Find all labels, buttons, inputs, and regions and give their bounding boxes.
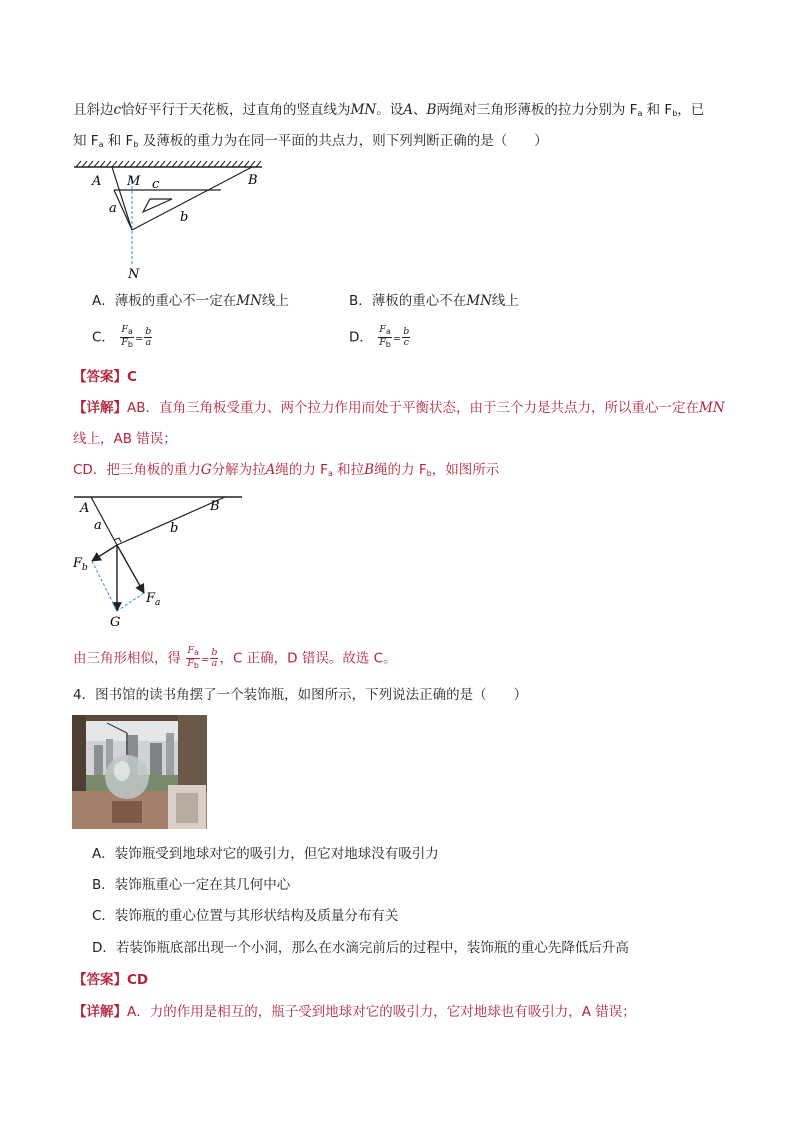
q4-option-d[interactable]: D．若装饰瓶底部出现一个小洞，那么在水滴完前后的过程中，装饰瓶的重心先降低后升高 [92, 940, 629, 956]
text: 由三角形相似，得 [73, 650, 181, 667]
fraction: $\frac{F_a}{F_b}$ [121, 324, 133, 349]
q3-detail-cd [73, 460, 499, 484]
text: 且斜边 [73, 102, 114, 118]
text: 线上，AB 错误； [73, 431, 177, 447]
q3-stem-line2 [73, 131, 548, 155]
label-M: M [127, 174, 141, 189]
text: 、 [412, 102, 427, 118]
q4-detail-a [73, 1002, 636, 1022]
text: MN [466, 293, 492, 309]
text: 和 F [103, 133, 134, 149]
text: 及薄板的重力为在同一平面的共点力，则下列判断正确的是（ ） [138, 133, 548, 149]
label-A: A [80, 501, 90, 516]
fraction: $\frac{b}{c}$ [403, 326, 410, 348]
label-Fb: $F_b$ [73, 556, 88, 573]
q3-option-a[interactable] [92, 291, 289, 311]
text: B [364, 462, 375, 478]
fraction: $\frac{b}{a}$ [145, 326, 152, 348]
q4-option-a[interactable]: A．装饰瓶受到地球对它的吸引力，但它对地球没有吸引力 [92, 846, 439, 862]
text: 【详解】 [73, 1004, 127, 1020]
text: ，已 [677, 102, 705, 118]
text: MN [350, 102, 377, 118]
q4-stem: 4．图书馆的读书角摆了一个装饰瓶，如图所示，下列说法正确的是（ ） [73, 687, 528, 703]
subscript: b [672, 109, 678, 118]
text: A．薄板的重心不一定在 [92, 293, 237, 309]
vase-photo [72, 715, 207, 829]
text: A．力的作用是相互的，瓶子受到地球对它的吸引力，它对地球也有吸引力，A 错误； [127, 1004, 636, 1020]
label-B: B [248, 173, 258, 188]
label-Fa: $F_a$ [146, 591, 161, 608]
text: 和拉 [332, 462, 365, 478]
q3-conclusion: 由三角形相似，得 $\frac{F_a}{F_b}$ = $\frac{b}{a}$ ，C 正确，D 错误。故选 C。 [73, 645, 397, 670]
text: CD．把三角板的重力 [73, 462, 201, 478]
label-a: a [94, 518, 102, 533]
text: 绳的力 F [374, 462, 427, 478]
q3-detail-ab-line1 [73, 398, 725, 418]
q3-option-b[interactable] [349, 291, 519, 311]
q3-detail-ab-line2 [73, 429, 177, 449]
q4-answer [73, 970, 148, 990]
text: ，如图所示 [431, 462, 500, 478]
subscript: a [98, 140, 104, 149]
subscript: b [133, 140, 139, 149]
text: 两绳对三角形薄板的拉力分别为 F [436, 102, 638, 118]
label-a: a [109, 201, 117, 216]
text: 知 F [73, 133, 99, 149]
text: A [265, 462, 276, 478]
q3-stem-line1 [73, 100, 704, 124]
text: 线上 [261, 293, 289, 309]
text: 绳的力 F [275, 462, 328, 478]
text: C [127, 369, 137, 385]
text: G [200, 462, 212, 478]
text: 【答案】 [73, 369, 127, 385]
text: 。设 [376, 102, 404, 118]
q3-figure-triangle [70, 160, 270, 282]
text: AB．直角三角板受重力、两个拉力作用而处于平衡状态，由于三个力是共点力，所以重心一定在 [127, 400, 699, 416]
q4-option-c[interactable]: C．装饰瓶的重心位置与其形状结构及质量分布有关 [92, 908, 399, 924]
fraction: $\frac{F_a}{F_b}$ [379, 324, 391, 349]
label-A: A [92, 174, 102, 189]
label-N: N [128, 267, 140, 282]
q3-option-d[interactable]: D． $\frac{F_a}{F_b}$ = $\frac{b}{c}$ [349, 324, 410, 349]
q3-answer [73, 367, 137, 387]
text: B．薄板的重心不在 [349, 293, 467, 309]
text: MN [699, 400, 725, 416]
label-B: B [210, 499, 220, 514]
label-c: c [152, 177, 160, 192]
subscript: a [637, 109, 643, 118]
label-b: b [170, 521, 179, 536]
subscript: a [327, 469, 333, 478]
text: D． [349, 329, 373, 346]
label-b: b [180, 210, 189, 225]
fraction: $\frac{F_a}{F_b}$ [187, 645, 199, 670]
q3-option-c[interactable]: C． $\frac{F_a}{F_b}$ = $\frac{b}{a}$ [92, 324, 152, 349]
text: 和 F [642, 102, 673, 118]
text: 【答案】 [73, 972, 127, 988]
text: A [403, 102, 413, 118]
text: c [113, 102, 122, 118]
text: 线上 [491, 293, 519, 309]
text: B [426, 102, 437, 118]
text: CD [127, 972, 149, 988]
text: MN [236, 293, 262, 309]
q3-figure-force-decomposition [70, 492, 250, 632]
text: 恰好平行于天花板，过直角的竖直线为 [121, 102, 351, 118]
q4-option-b[interactable]: B．装饰瓶重心一定在其几何中心 [92, 877, 291, 893]
fraction: $\frac{b}{a}$ [211, 647, 218, 669]
text: ，C 正确，D 错误。故选 C。 [219, 650, 397, 667]
text: 【详解】 [73, 400, 127, 416]
text: C． [92, 329, 115, 346]
text: 分解为拉 [211, 462, 266, 478]
label-G: G [110, 615, 121, 630]
subscript: b [426, 469, 432, 478]
